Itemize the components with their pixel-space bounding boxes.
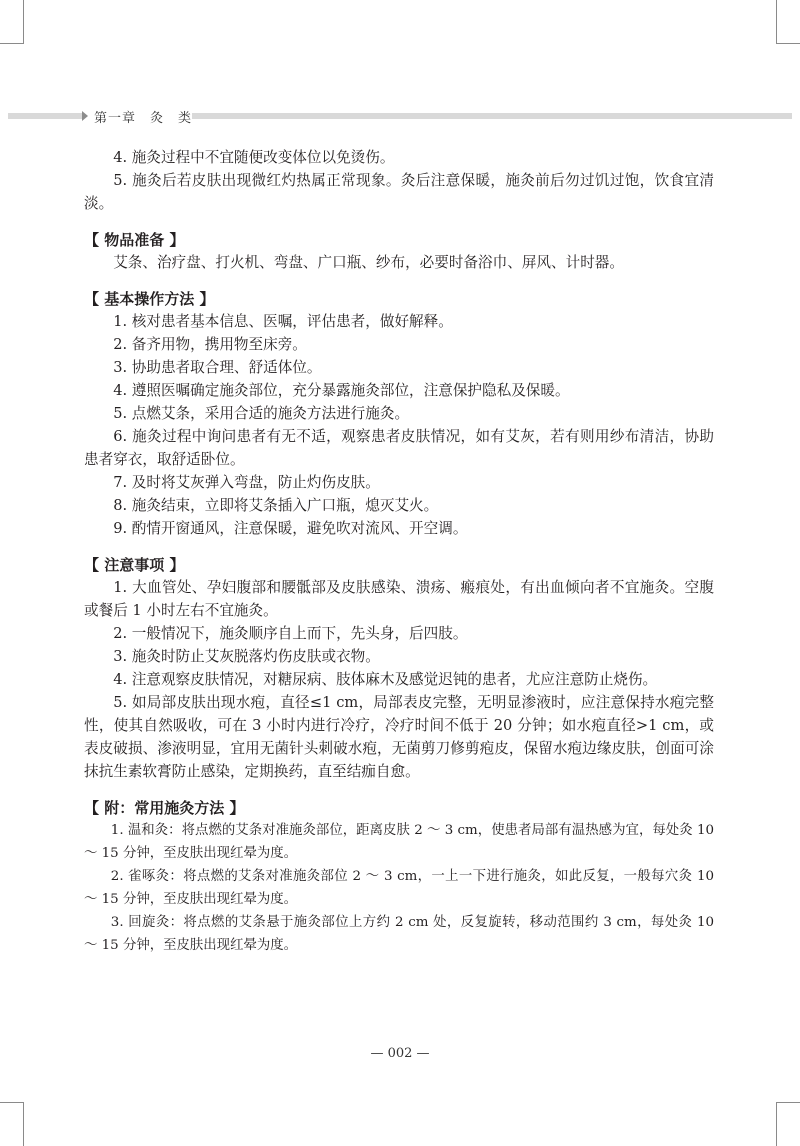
crop-mark <box>776 0 777 44</box>
page-number: — 002 — <box>370 1046 430 1061</box>
running-header <box>0 104 800 128</box>
method-item: 1. 温和灸：将点燃的艾条对准施灸部位，距离皮肤 2 ～ 3 cm，使患者局部有温热感为宜，每处灸 10 ～ 15 分钟，至皮肤出现红晕为度。 <box>84 823 714 861</box>
procedure-item: 4. 遵照医嘱确定施灸部位，充分暴露施灸部位，注意保护隐私及保暖。 <box>113 382 570 399</box>
chapter-title: 第一章 灸 类 <box>94 111 193 126</box>
section-heading-procedure: 【 基本操作方法 】 <box>84 290 215 308</box>
precaution-item: 2. 一般情况下，施灸顺序自上而下，先头身，后四肢。 <box>113 625 468 642</box>
precaution-item: 3. 施灸时防止艾灰脱落灼伤皮肤或衣物。 <box>113 648 380 665</box>
crop-mark <box>776 1102 800 1103</box>
precaution-item: 1. 大血管处、孕妇腹部和腰骶部及皮肤感染、溃疡、瘢痕处，有出血倾向者不宜施灸。空腹或餐后 1 小时左右不宜施灸。 <box>84 579 714 619</box>
procedure-item: 5. 点燃艾条，采用合适的施灸方法进行施灸。 <box>113 405 410 422</box>
method-item: 3. 回旋灸：将点燃的艾条悬于施灸部位上方约 2 cm 处，反复旋转，移动范围约 3 cm，每处灸 10 ～ 15 分钟，至皮肤出现红晕为度。 <box>84 915 714 953</box>
procedure-item: 1. 核对患者基本信息、医嘱，评估患者，做好解释。 <box>113 313 453 330</box>
triangle-right-icon <box>82 111 88 121</box>
precaution-item: 4. 注意观察皮肤情况，对糖尿病、肢体麻木及感觉迟钝的患者，尤应注意防止烧伤。 <box>113 671 658 688</box>
procedure-item: 2. 备齐用物，携用物至床旁。 <box>113 336 307 353</box>
page-body <box>84 146 714 957</box>
crop-mark <box>0 43 24 44</box>
intro-item: 4. 施灸过程中不宜随便改变体位以免烫伤。 <box>113 149 395 166</box>
procedure-item: 3. 协助患者取合理、舒适体位。 <box>113 359 322 376</box>
procedure-item: 6. 施灸过程中询问患者有无不适，观察患者皮肤情况，如有艾灰，若有则用纱布清洁，协助患者穿衣，取舒适卧位。 <box>84 428 714 468</box>
supplies-text: 艾条、治疗盘、打火机、弯盘、广口瓶、纱布，必要时备浴巾、屏风、计时器。 <box>113 254 624 271</box>
header-rule-right <box>192 113 792 119</box>
crop-mark <box>0 1102 24 1103</box>
procedure-item: 7. 及时将艾灰弹入弯盘，防止灼伤皮肤。 <box>113 474 380 491</box>
section-heading-appendix: 【 附：常用施灸方法 】 <box>84 799 245 817</box>
procedure-item: 9. 酌情开窗通风，注意保暖，避免吹对流风、开空调。 <box>113 520 468 537</box>
crop-mark <box>776 43 800 44</box>
crop-mark <box>23 1102 24 1146</box>
section-heading-supplies: 【 物品准备 】 <box>84 231 185 249</box>
section-heading-precautions: 【 注意事项 】 <box>84 556 185 574</box>
crop-mark <box>23 0 24 44</box>
intro-item: 5. 施灸后若皮肤出现微红灼热属正常现象。灸后注意保暖，施灸前后勿过饥过饱，饮食宜清淡。 <box>84 172 714 212</box>
crop-mark <box>776 1102 777 1146</box>
procedure-item: 8. 施灸结束，立即将艾条插入广口瓶，熄灭艾火。 <box>113 497 439 514</box>
header-rule-left <box>8 113 84 119</box>
method-item: 2. 雀啄灸：将点燃的艾条对准施灸部位 2 ～ 3 cm，一上一下进行施灸，如此反复，一般每穴灸 10 ～ 15 分钟，至皮肤出现红晕为度。 <box>84 869 714 907</box>
precaution-item: 5. 如局部皮肤出现水疱，直径≤1 cm，局部表皮完整，无明显渗液时，应注意保持水疱完整性，使其自然吸收，可在 3 小时内进行冷疗，冷疗时间不低于 20 分钟；如水疱直径>1 cm，或表皮破损、渗液明显，宜用无菌针头刺破水疱，无菌剪刀修剪疱皮，保留水疱边缘皮肤，创面可涂抹抗生素软膏防止感染，定期换药，直至结痂自愈。 <box>84 694 714 780</box>
